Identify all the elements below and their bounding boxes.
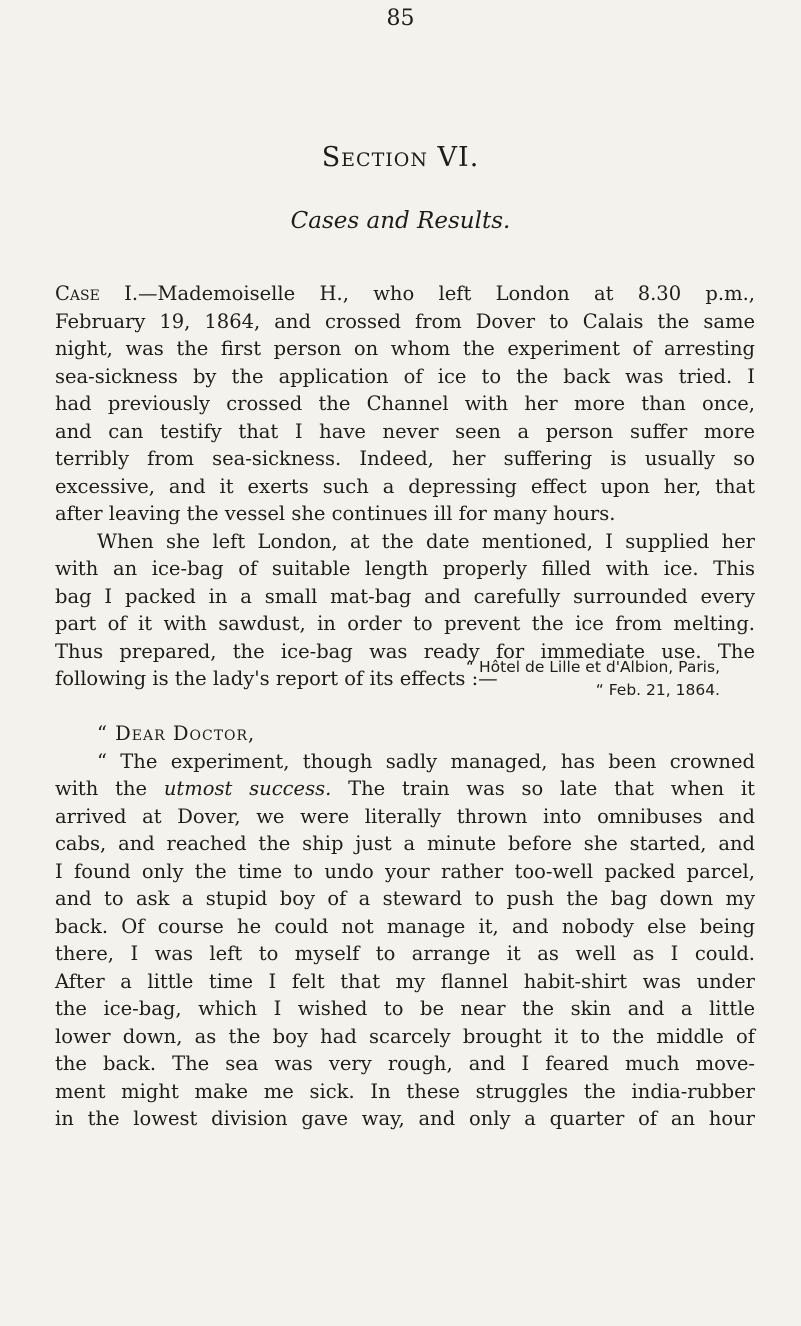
case-line: part of it with sawdust, in order to prevent the ice from melting. — [55, 612, 755, 635]
letter-emphasis: utmost success. — [163, 777, 332, 800]
case-line: after leaving the vessel she continues ill for many hours. — [55, 502, 616, 525]
case-label: Case I. — [55, 282, 139, 305]
letter-line: there, I was left to myself to arrange it as well as I could. — [55, 942, 755, 965]
case-line: following is the lady's report of its effects :— — [55, 667, 498, 690]
case-line: sea-sickness by the application of ice to the back was tried. I — [55, 364, 755, 388]
case-line: with an ice-bag of suitable length properly filled with ice. This — [55, 557, 755, 580]
case-line — [55, 280, 755, 308]
section-subtitle: Cases and Results. — [290, 208, 511, 234]
letter-line: and to ask a stupid boy of a steward to push the bag down my — [55, 887, 755, 910]
case-paragraph — [55, 280, 755, 693]
case-line-text: —Mademoiselle H., who left London at 8.30 p.m., — [138, 282, 755, 305]
case-line: and can testify that I have never seen a person suffer more — [55, 419, 755, 443]
letter-line: the back. The sea was very rough, and I feared much move- — [55, 1052, 755, 1075]
letter-line: back. Of course he could not manage it, and nobody else being — [55, 914, 755, 938]
case-line: terribly from sea-sickness. Indeed, her suffering is usually so — [55, 447, 755, 470]
letter-line: in the lowest division gave way, and only a quarter of an hour — [55, 1107, 755, 1130]
letter-line: After a little time I felt that my flannel habit-shirt was under — [55, 969, 755, 993]
letter-salutation: “ Dear Doctor, — [97, 722, 256, 745]
letter-line: I found only the time to undo your rather too-well packed parcel, — [55, 859, 755, 883]
letter-line — [55, 775, 755, 803]
letter-line: the ice-bag, which I wished to be near the skin and a little — [55, 997, 755, 1020]
case-line: had previously crossed the Channel with her more than once, — [55, 392, 755, 415]
letter-line: cabs, and reached the ship just a minute before she started, and — [55, 832, 755, 855]
letter-line-part: The train was so late that when it — [331, 777, 755, 800]
case-line: When she left London, at the date mentioned, I supplied her — [97, 529, 755, 553]
letter-date: “ Feb. 21, 1864. — [595, 681, 720, 699]
case-line: excessive, and it exerts such a depressing effect upon her, that — [55, 474, 755, 498]
case-line: Thus prepared, the ice-bag was ready for immediate use. The — [55, 639, 755, 663]
case-line: night, was the first person on whom the experiment of arresting — [55, 337, 755, 360]
letter-line: ment might make me sick. In these struggles the india-rubber — [55, 1079, 755, 1103]
letter-line: lower down, as the boy had scarcely brought it to the middle of — [55, 1024, 755, 1048]
letter-address: “ Hôtel de Lille et d'Albion, Paris, — [466, 658, 720, 676]
letter-line-part: with the — [55, 777, 164, 800]
page-number: 85 — [386, 6, 415, 31]
section-title: Section VI. — [321, 142, 480, 173]
letter-body — [55, 720, 755, 1133]
letter-line: “ The experiment, though sadly managed, has been crowned — [97, 749, 755, 773]
case-line: February 19, 1864, and crossed from Dover to Calais the same — [55, 309, 755, 333]
case-line: bag I packed in a small mat-bag and carefully surrounded every — [55, 584, 755, 608]
letter-line: arrived at Dover, we were literally thrown into omnibuses and — [55, 804, 755, 828]
